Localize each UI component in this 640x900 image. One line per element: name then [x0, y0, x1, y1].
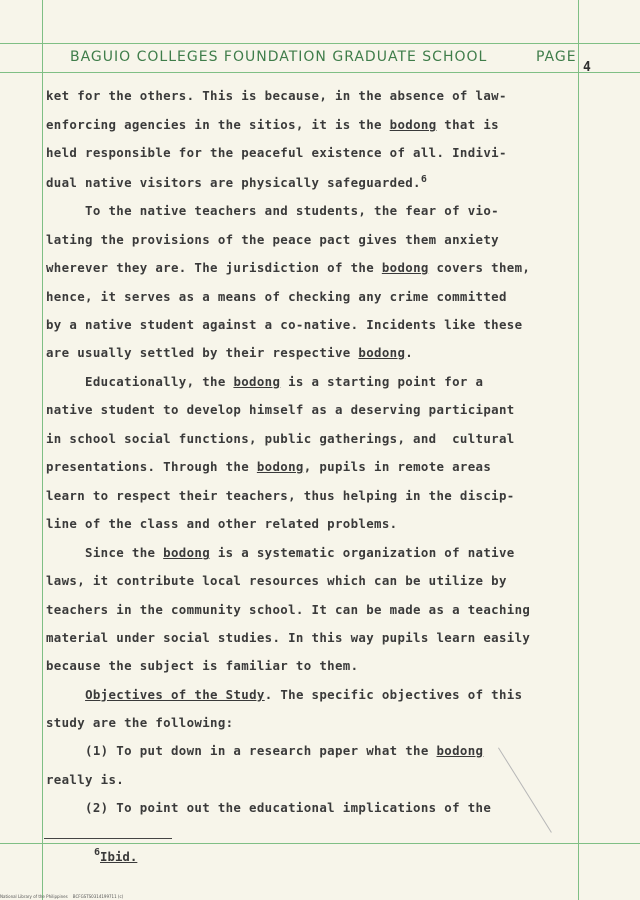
body-line: held responsible for the peaceful existence of all. Indivi-: [46, 145, 507, 160]
bottom-rule: [0, 843, 640, 844]
body-line: study are the following:: [46, 715, 234, 730]
term-bodong: bodong: [436, 743, 484, 758]
term-bodong: bodong: [163, 545, 211, 560]
scan-credit: National Library of the Philippines BCFGSTS0314199711 (c): [0, 894, 124, 899]
section-heading-objectives: Objectives of the Study: [85, 687, 265, 702]
body-line: Objectives of the Study. The specific objectives of this: [85, 687, 523, 702]
body-line: Since the bodong is a systematic organization of native: [46, 545, 515, 560]
body-line: are usually settled by their respective bodong.: [46, 345, 414, 360]
body-line: ket for the others. This is because, in the absence of law-: [46, 88, 507, 103]
body-line: material under social studies. In this way pupils learn easily: [46, 630, 531, 645]
header-title: BAGUIO COLLEGES FOUNDATION GRADUATE SCHOOL: [70, 49, 488, 65]
body-line: in school social functions, public gatherings, and cultural: [46, 431, 515, 446]
body-line: presentations. Through the bodong, pupils in remote areas: [46, 459, 492, 474]
footnote-rule: [44, 838, 172, 839]
body-line: dual native visitors are physically safeguarded.$^6$: [46, 174, 428, 191]
pen-stroke-mark: [498, 747, 552, 832]
header-rule: [0, 72, 640, 73]
body-line: Educationally, the bodong is a starting point for a: [46, 374, 484, 389]
body-line: because the subject is familiar to them.: [46, 658, 359, 673]
term-bodong: bodong: [358, 345, 406, 360]
footnote-number: 6: [94, 847, 101, 858]
footnote-ref: 6: [420, 174, 428, 185]
body-line: native student to develop himself as a deserving participant: [46, 402, 515, 417]
left-margin-rule: [42, 0, 43, 900]
top-rule: [0, 43, 640, 44]
term-bodong: bodong: [233, 374, 281, 389]
body-line: To the native teachers and students, the fear of vio-: [46, 203, 499, 218]
term-bodong: bodong: [381, 260, 429, 275]
body-line: lating the provisions of the peace pact gives them anxiety: [46, 232, 499, 247]
body-line: by a native student against a co-native. Incidents like these: [46, 317, 523, 332]
body-line: enforcing agencies in the sitios, it is the bodong that is: [46, 117, 499, 132]
body-line: really is.: [46, 772, 125, 787]
body-line: teachers in the community school. It can be made as a teaching: [46, 602, 531, 617]
header-page-label: PAGE: [536, 49, 577, 65]
footnote: [94, 849, 137, 864]
body-line: laws, it contribute local resources which can be utilize by: [46, 573, 507, 588]
body-line: learn to respect their teachers, thus helping in the discip-: [46, 488, 515, 503]
body-line: (1) To put down in a research paper what the bodong: [46, 743, 484, 758]
term-bodong: bodong: [256, 459, 304, 474]
body-line: wherever they are. The jurisdiction of the bodong covers them,: [46, 260, 531, 275]
right-margin-rule: [578, 0, 579, 900]
body-line: line of the class and other related problems.: [46, 516, 398, 531]
body-line: (2) To point out the educational implications of the: [46, 800, 492, 815]
page-number: 4: [583, 60, 591, 75]
body-line: hence, it serves as a means of checking any crime committed: [46, 289, 507, 304]
page-header: [70, 49, 580, 65]
footnote-text: Ibid.: [100, 849, 138, 864]
term-bodong: bodong: [389, 117, 437, 132]
